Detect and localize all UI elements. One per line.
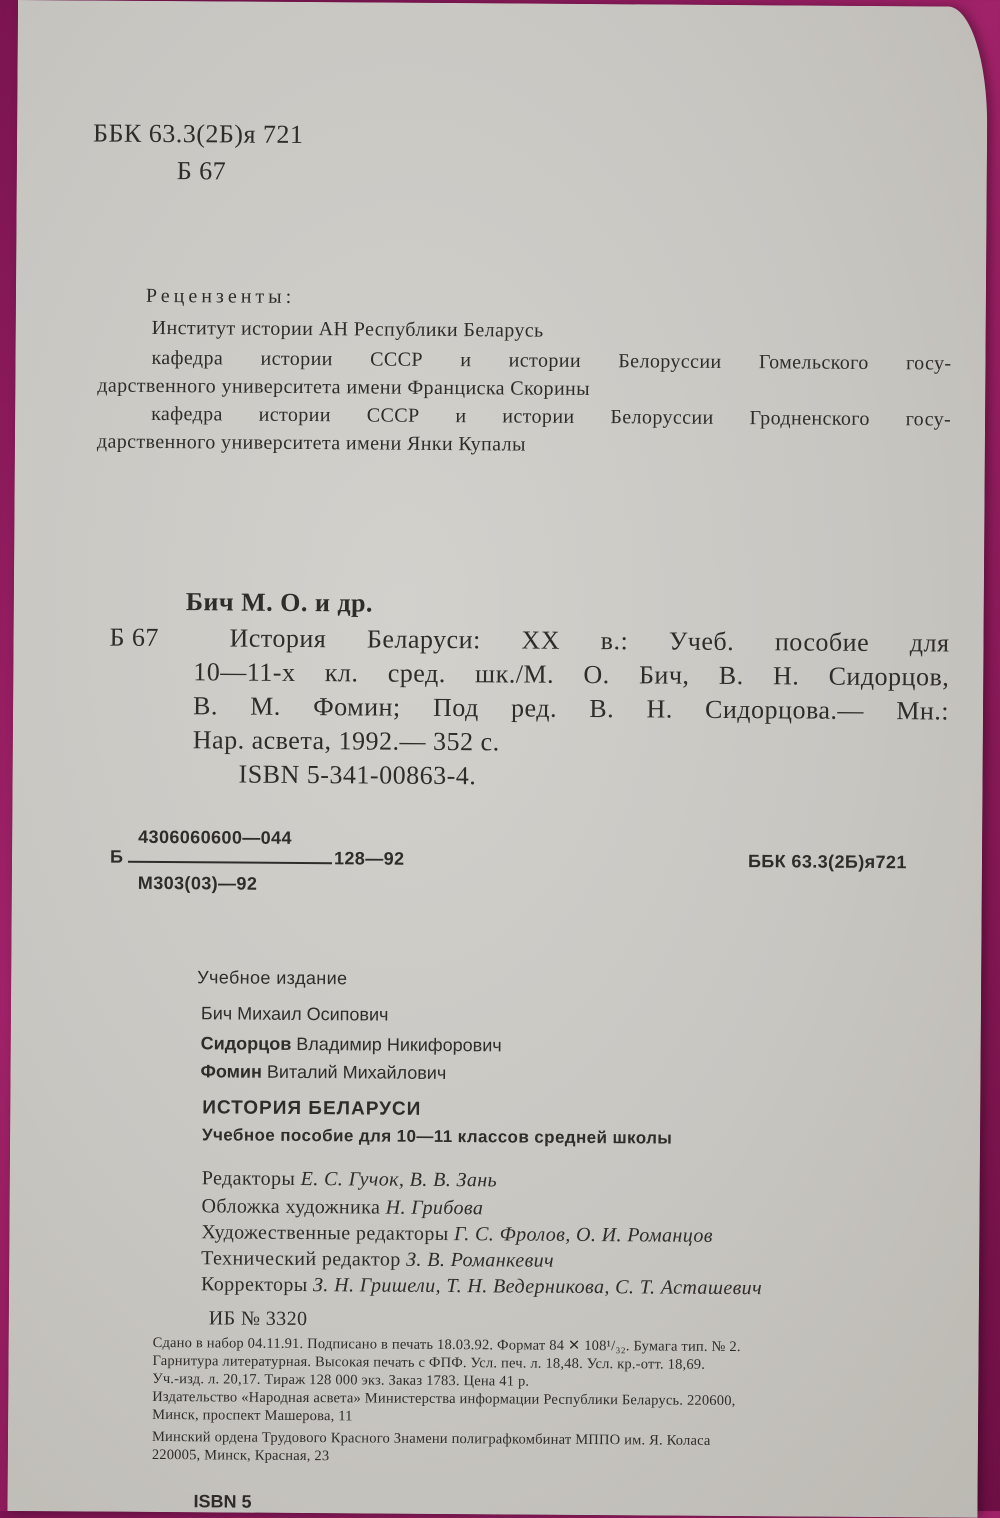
credit-names: Г. С. Фролов, О. И. Романцов xyxy=(453,1223,713,1247)
author-surname: Фомин xyxy=(200,1061,262,1082)
credit-role: Обложка художника xyxy=(201,1195,381,1219)
credit-role: Художественные редакторы xyxy=(201,1221,449,1246)
ib-number: ИБ № 3320 xyxy=(208,1307,308,1331)
formula-prefix: Б xyxy=(109,846,124,867)
credit-line xyxy=(201,1221,713,1248)
reviewers-title: Рецензенты: xyxy=(145,284,296,308)
formula-denominator: М303(03)—92 xyxy=(137,872,258,894)
imprint-line: Издательство «Народная асвета» Министерства информации Республики Беларусь. 220600, xyxy=(152,1388,736,1410)
credit-names: Н. Грибова xyxy=(385,1196,484,1220)
credit-line xyxy=(201,1247,554,1272)
imprint-line: Минск, проспект Машерова, 11 xyxy=(152,1406,353,1425)
catalog-line: В. М. Фомин; Под ред. В. Н. Сидорцова.— Мн.: xyxy=(192,691,950,726)
catalog-line: 10—11-х кл. сред. шк./М. О. Бич, В. Н. Сидорцов, xyxy=(193,657,950,692)
reviewer-line: дарственного университета имени Янки Купалы xyxy=(96,430,526,456)
reviewer-line: дарственного университета имени Франциска Скорины xyxy=(97,374,591,401)
author-entry xyxy=(201,1033,502,1056)
formula-fraction-line xyxy=(128,861,332,864)
credit-line xyxy=(202,1167,497,1192)
bbk-index: ББК 63.3(2Б)я 721 xyxy=(92,118,304,149)
catalog-mark: Б 67 xyxy=(109,622,160,652)
author-mark: Б 67 xyxy=(176,156,227,186)
edition-title: ИСТОРИЯ БЕЛАРУСИ xyxy=(202,1097,422,1120)
credit-line xyxy=(201,1195,483,1220)
reviewer-line: кафедра истории СССР и истории Белоруссии Гомельского госу- xyxy=(151,346,952,375)
imprint-line: Уч.-изд. л. 20,17. Тираж 128 000 экз. Заказ 1783. Цена 41 р. xyxy=(152,1370,530,1390)
imprint-line: Гарнитура литературная. Высокая печать с ФПФ. Усл. печ. л. 18,48. Усл. кр.-отт. 18,69. xyxy=(152,1352,706,1373)
credit-names: З. В. Романкевич xyxy=(406,1248,555,1272)
edition-type: Учебное издание xyxy=(197,967,348,989)
formula-bbk: ББК 63.3(2Б)я721 xyxy=(747,851,907,873)
reviewer-line: Институт истории АН Республики Беларусь xyxy=(151,316,544,342)
credit-names: Е. С. Гучок, В. В. Зань xyxy=(300,1168,498,1192)
author-name: Владимир Никифорович xyxy=(296,1033,502,1056)
catalog-author: Бич М. О. и др. xyxy=(185,587,374,618)
formula-suffix: 128—92 xyxy=(333,848,405,869)
credit-role: Корректоры xyxy=(200,1273,308,1297)
author-entry xyxy=(200,1061,446,1084)
author-entry xyxy=(201,1003,389,1025)
credit-role: Технический редактор xyxy=(201,1247,401,1271)
footer-isbn-fragment: ISBN 5 xyxy=(193,1491,252,1512)
catalog-line: История Беларуси: XX в.: Учеб. пособие для xyxy=(229,623,950,658)
imprint-line: 220005, Минск, Красная, 23 xyxy=(151,1446,330,1465)
book-page xyxy=(7,0,988,1518)
author-name: Виталий Михайлович xyxy=(266,1061,447,1084)
catalog-line: Нар. асвета, 1992.— 352 с. xyxy=(192,725,500,757)
author-name: Михаил Осипович xyxy=(237,1003,389,1025)
author-surname: Сидорцов xyxy=(200,1033,292,1054)
catalog-isbn: ISBN 5-341-00863-4. xyxy=(238,759,477,791)
credit-role: Редакторы xyxy=(201,1167,296,1190)
credit-line xyxy=(201,1273,762,1300)
edition-subtitle: Учебное пособие для 10—11 классов средней школы xyxy=(202,1125,673,1148)
author-surname: Бич xyxy=(200,1003,233,1024)
imprint-line: Сдано в набор 04.11.91. Подписано в печать 18.03.92. Формат 84 ✕ 108¹/₃₂. Бумага тип. № 2. xyxy=(152,1334,741,1356)
reviewer-line: кафедра истории СССР и истории Белоруссии Гродненского госу- xyxy=(151,402,952,431)
credit-names: З. Н. Гришели, Т. Н. Ведерникова, С. Т. Асташевич xyxy=(312,1274,763,1300)
formula-numerator: 4306060600—044 xyxy=(138,826,292,848)
imprint-line: Минский ордена Трудового Красного Знамени полиграфкомбинат МППО им. Я. Коласа xyxy=(151,1428,711,1449)
